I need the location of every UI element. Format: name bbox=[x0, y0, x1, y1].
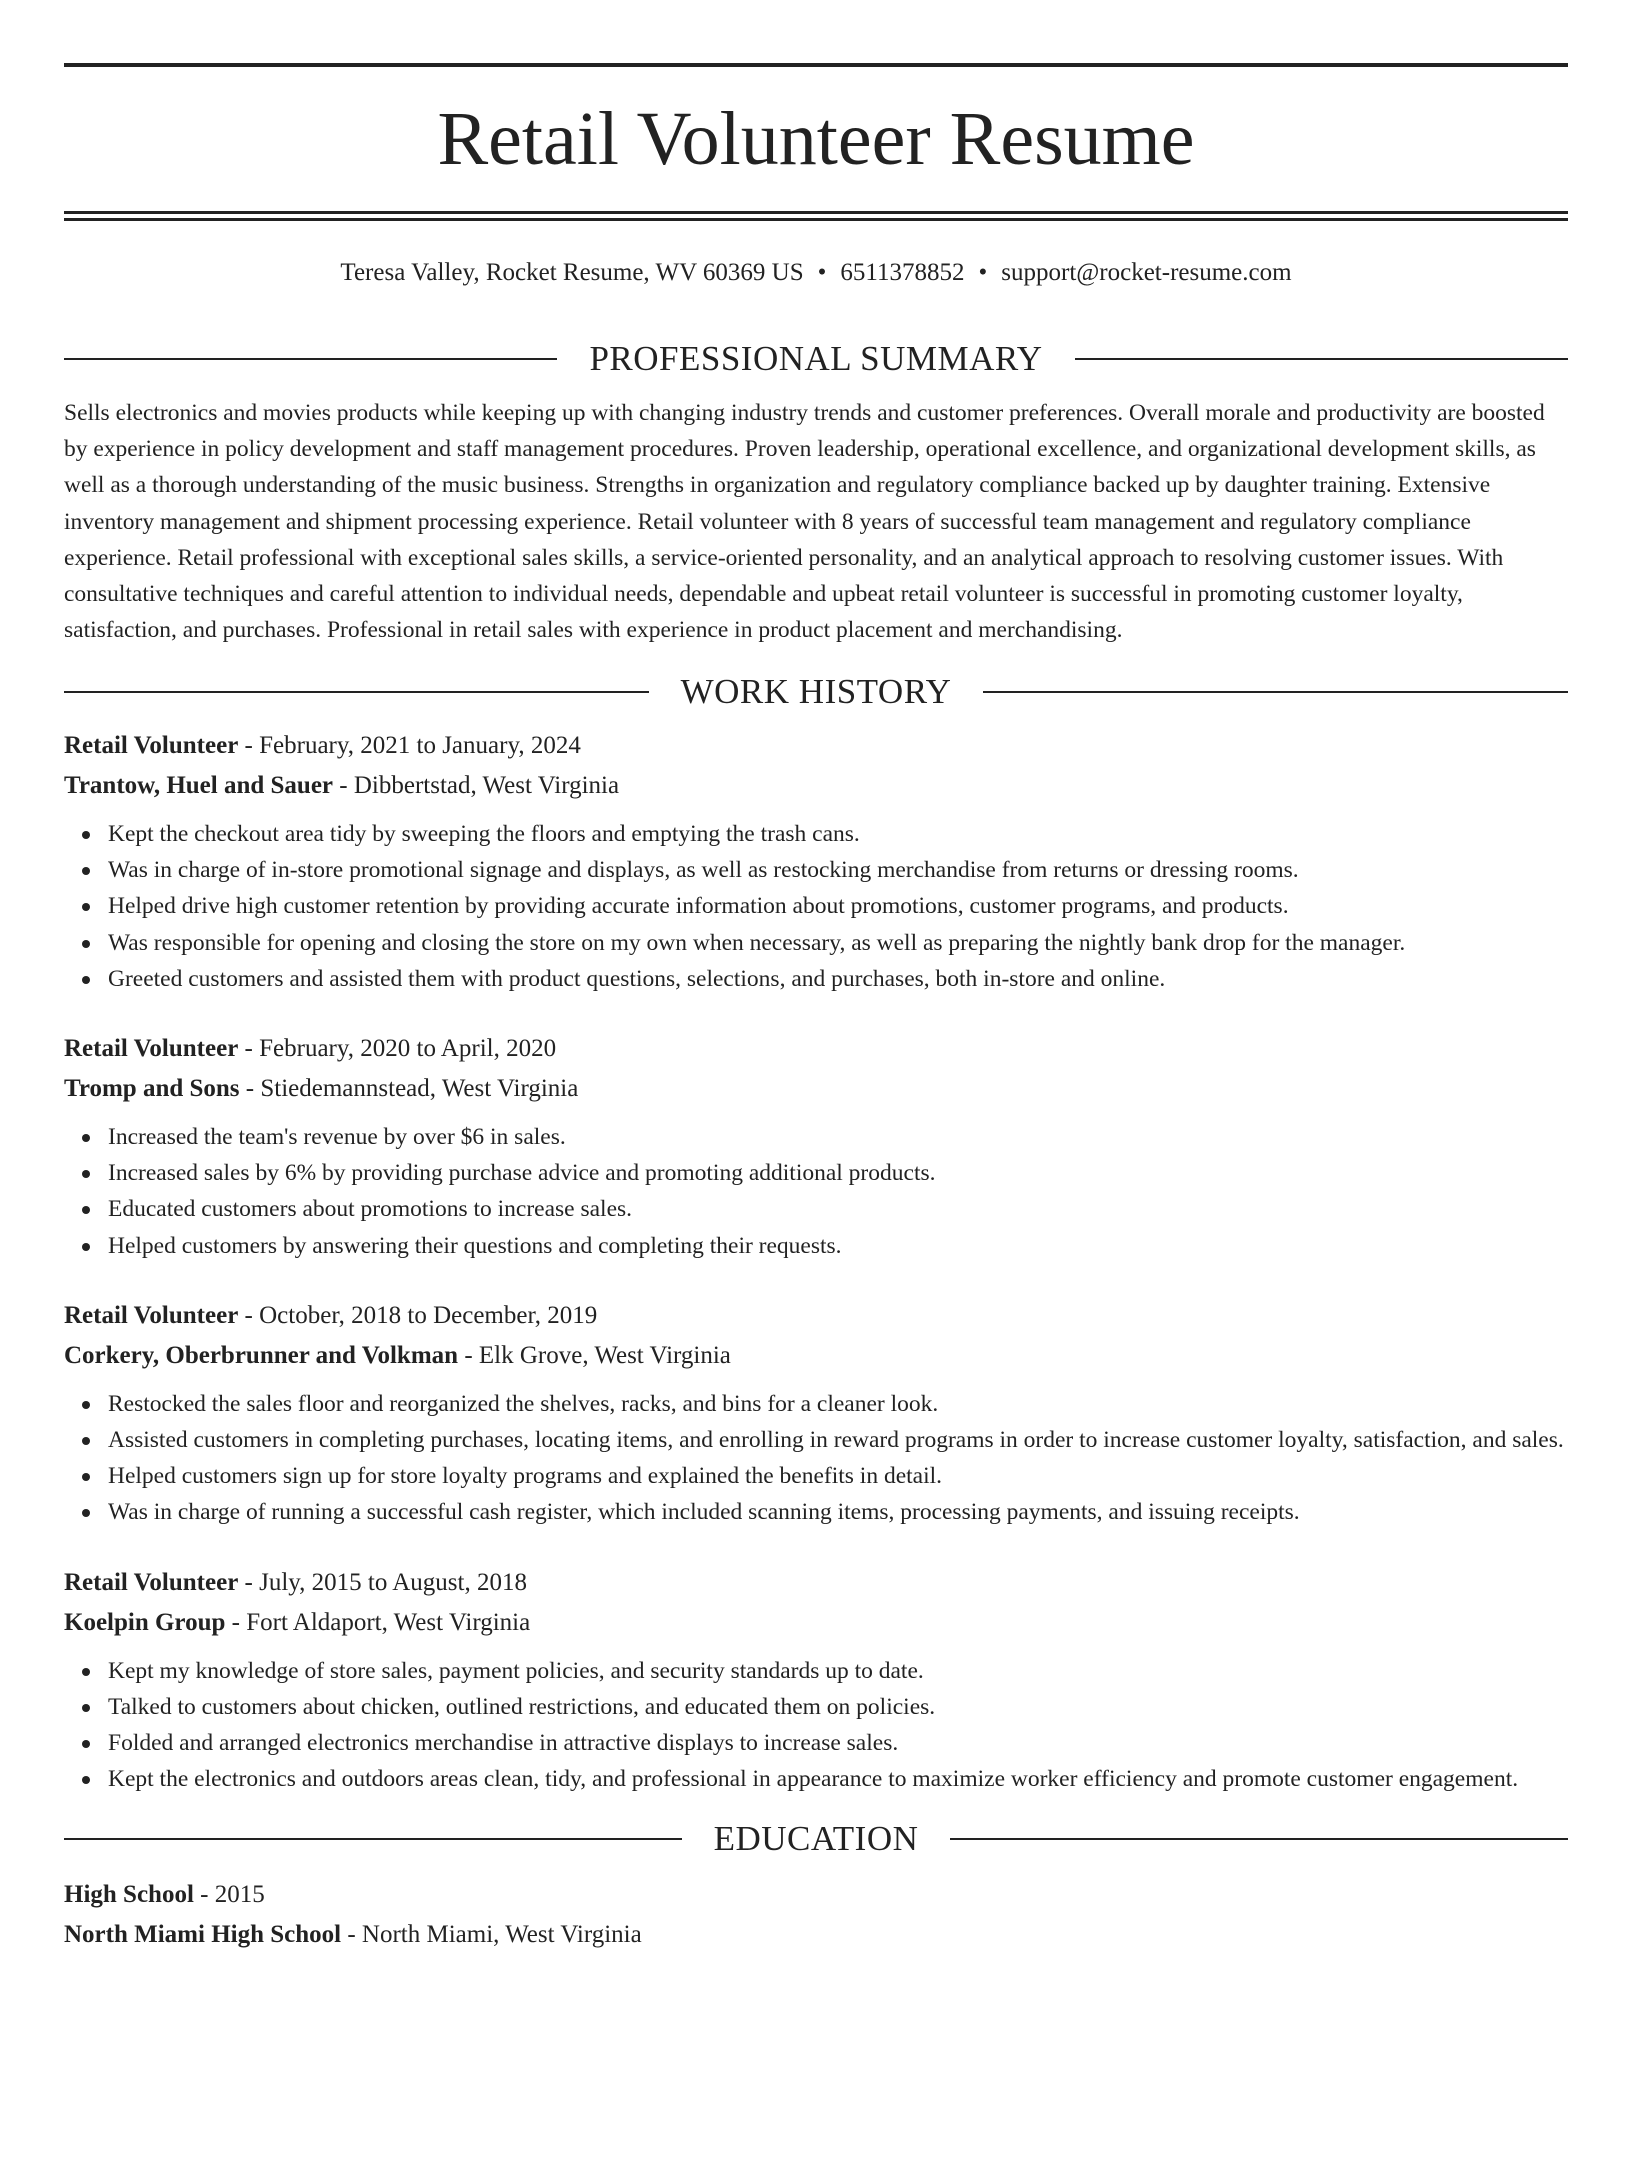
top-divider bbox=[64, 63, 1568, 67]
contact-line bbox=[64, 255, 1568, 291]
job-bullet: Helped customers by answering their questions and completing their requests. bbox=[108, 1228, 1568, 1264]
contact-phone: 6511378852 bbox=[840, 259, 965, 286]
job-location: - Stiedemannstead, West Virginia bbox=[239, 1074, 579, 1102]
contact-address: Teresa Valley, Rocket Resume, WV 60369 US bbox=[340, 259, 804, 286]
job-dates: - July, 2015 to August, 2018 bbox=[238, 1568, 527, 1596]
job-company: Koelpin Group bbox=[64, 1608, 226, 1636]
job-dates: - February, 2020 to April, 2020 bbox=[238, 1034, 557, 1062]
job-bullet: Was responsible for opening and closing the store on my own when necessary, as well as preparing the nightly bank drop for the manager. bbox=[108, 925, 1568, 961]
job-bullet: Helped drive high customer retention by providing accurate information about promotions, customer programs, and products. bbox=[108, 888, 1568, 924]
job-bullet: Assisted customers in completing purchases, locating items, and enrolling in reward programs in order to increase customer loyalty, satisfaction, and sales. bbox=[108, 1422, 1568, 1458]
job-company-line bbox=[64, 1603, 1568, 1643]
job-bullet: Educated customers about promotions to increase sales. bbox=[108, 1191, 1568, 1227]
resume-page bbox=[0, 63, 1632, 2175]
heading-rule-right bbox=[983, 691, 1568, 693]
job-title-line bbox=[64, 726, 1568, 766]
job-entry bbox=[64, 726, 1568, 997]
job-title: Retail Volunteer bbox=[64, 1568, 239, 1596]
work-section-heading bbox=[64, 672, 1568, 712]
job-bullets bbox=[64, 1653, 1568, 1798]
job-bullet: Kept my knowledge of store sales, payment policies, and security standards up to date. bbox=[108, 1653, 1568, 1689]
heading-rule-right bbox=[1075, 358, 1568, 360]
contact-separator: • bbox=[978, 259, 988, 286]
job-title-line bbox=[64, 1029, 1568, 1069]
job-bullets bbox=[64, 1119, 1568, 1264]
job-bullet: Increased sales by 6% by providing purchase advice and promoting additional products. bbox=[108, 1155, 1568, 1191]
job-dates: - February, 2021 to January, 2024 bbox=[238, 731, 581, 759]
job-bullet: Was in charge of running a successful cash register, which included scanning items, processing payments, and issuing receipts. bbox=[108, 1494, 1568, 1530]
summary-heading: PROFESSIONAL SUMMARY bbox=[589, 339, 1043, 378]
job-title: Retail Volunteer bbox=[64, 1034, 239, 1062]
job-location: - Elk Grove, West Virginia bbox=[458, 1341, 731, 1369]
education-location: - North Miami, West Virginia bbox=[341, 1921, 642, 1949]
job-bullet: Increased the team's revenue by over $6 in sales. bbox=[108, 1119, 1568, 1155]
heading-rule-left bbox=[64, 1838, 682, 1840]
resume-title: Retail Volunteer Resume bbox=[437, 97, 1195, 181]
job-bullet: Kept the electronics and outdoors areas clean, tidy, and professional in appearance to maximize worker efficiency and promote customer engagement. bbox=[108, 1761, 1568, 1797]
job-bullet: Greeted customers and assisted them with product questions, selections, and purchases, both in-store and online. bbox=[108, 961, 1568, 997]
education-year: - 2015 bbox=[193, 1881, 265, 1909]
title-double-divider bbox=[64, 211, 1568, 221]
job-title: Retail Volunteer bbox=[64, 731, 239, 759]
education-school: North Miami High School bbox=[64, 1921, 342, 1949]
contact-separator: • bbox=[817, 259, 827, 286]
job-bullet: Was in charge of in-store promotional signage and displays, as well as restocking merchandise from returns or dressing rooms. bbox=[108, 852, 1568, 888]
job-company-line bbox=[64, 1336, 1568, 1376]
job-bullets bbox=[64, 1386, 1568, 1531]
job-dates: - October, 2018 to December, 2019 bbox=[238, 1301, 598, 1329]
job-location: - Dibbertstad, West Virginia bbox=[333, 771, 620, 799]
job-bullet: Kept the checkout area tidy by sweeping the floors and emptying the trash cans. bbox=[108, 816, 1568, 852]
job-title-line bbox=[64, 1563, 1568, 1603]
job-company: Tromp and Sons bbox=[64, 1074, 240, 1102]
education-heading: EDUCATION bbox=[713, 1819, 919, 1859]
job-bullet: Helped customers sign up for store loyalty programs and explained the benefits in detail. bbox=[108, 1458, 1568, 1494]
heading-rule-right bbox=[950, 1838, 1568, 1840]
job-company: Trantow, Huel and Sauer bbox=[64, 771, 334, 799]
education-degree-line bbox=[64, 1875, 1568, 1915]
education-entry bbox=[64, 1875, 1568, 1955]
work-heading: WORK HISTORY bbox=[680, 671, 952, 711]
job-entry bbox=[64, 1029, 1568, 1264]
job-bullets bbox=[64, 816, 1568, 997]
heading-rule-left bbox=[64, 691, 649, 693]
job-company-line bbox=[64, 1069, 1568, 1109]
job-company: Corkery, Oberbrunner and Volkman bbox=[64, 1341, 459, 1369]
job-title: Retail Volunteer bbox=[64, 1301, 239, 1329]
education-degree: High School bbox=[64, 1881, 194, 1909]
summary-text: Sells electronics and movies products while keeping up with changing industry trends and customer preferences. Overall morale and productivity are boosted by experience in policy development and staff management procedures. Proven leadership, operational excellence, and organizational development skills, as well as a thorough understanding of the music business. Strengths in organization and regulatory compliance backed up by daughter training. Extensive inventory management and shipment processing experience. Retail volunteer with 8 years of successful team management and regulatory compliance experience. Retail professional with exceptional sales skills, a service-oriented personality, and an analytical approach to resolving customer issues. With consultative techniques and careful attention to individual needs, dependable and upbeat retail volunteer is successful in promoting customer loyalty, satisfaction, and purchases. Professional in retail sales with experience in product placement and merchandising. bbox=[64, 400, 1545, 644]
education-section-heading bbox=[64, 1819, 1568, 1859]
job-title-line bbox=[64, 1296, 1568, 1336]
job-location: - Fort Aldaport, West Virginia bbox=[225, 1608, 531, 1636]
contact-email: support@rocket-resume.com bbox=[1001, 259, 1292, 286]
job-bullet: Folded and arranged electronics merchandise in attractive displays to increase sales. bbox=[108, 1725, 1568, 1761]
job-bullet: Talked to customers about chicken, outlined restrictions, and educated them on policies. bbox=[108, 1689, 1568, 1725]
job-bullet: Restocked the sales floor and reorganized the shelves, racks, and bins for a cleaner look. bbox=[108, 1386, 1568, 1422]
heading-rule-left bbox=[64, 358, 557, 360]
job-company-line bbox=[64, 766, 1568, 806]
job-entry bbox=[64, 1296, 1568, 1531]
summary-section-heading bbox=[64, 339, 1568, 379]
education-school-line bbox=[64, 1915, 1568, 1955]
job-entry bbox=[64, 1563, 1568, 1798]
